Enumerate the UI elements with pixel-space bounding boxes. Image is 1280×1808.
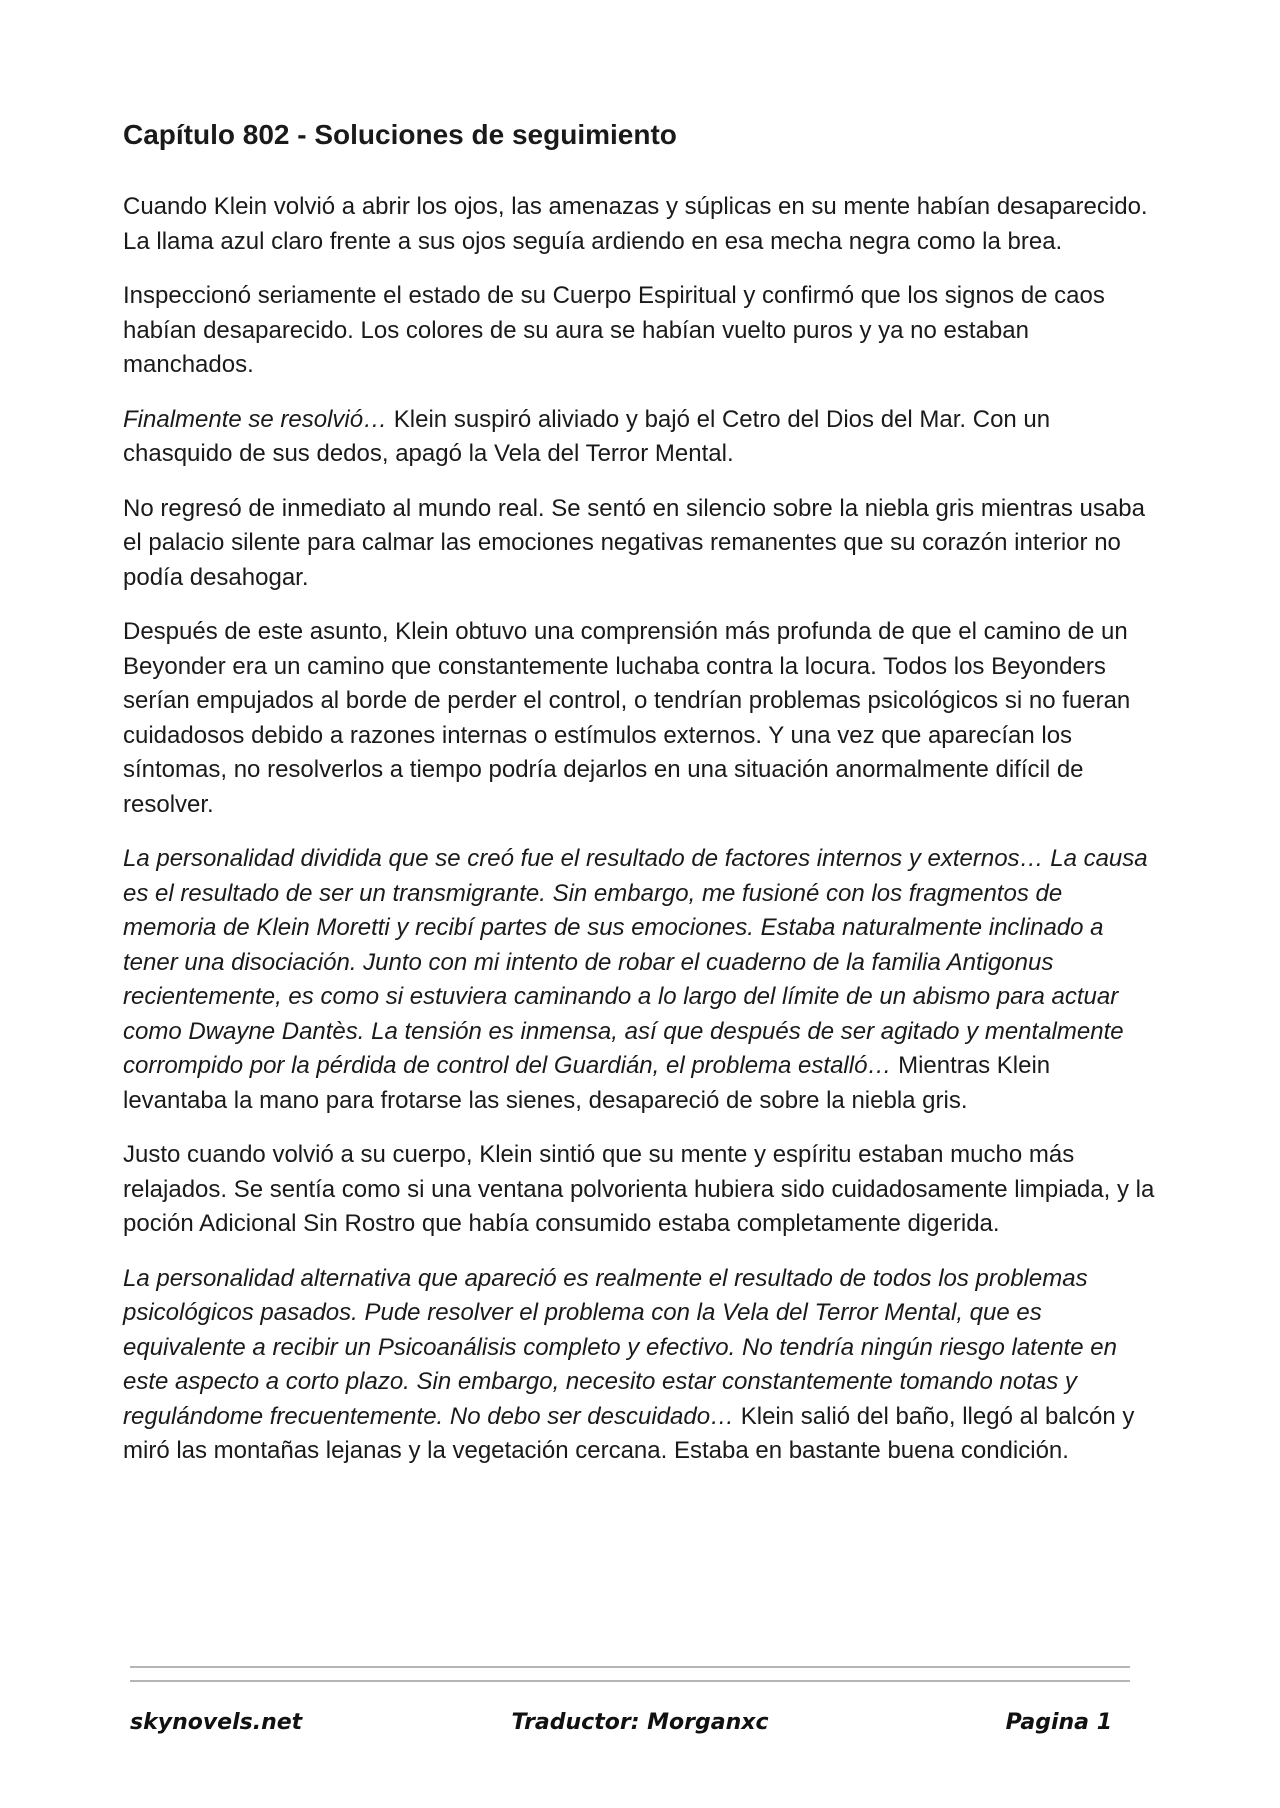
footer-translator: Traductor: Morganxc — [511, 1710, 769, 1735]
footer-page-number: Pagina 1 — [1005, 1710, 1112, 1735]
paragraph: Después de este asunto, Klein obtuvo una comprensión más profunda de que el camino de un Beyonder era un camino que constantemente luchaba contra la locura. Todos los Beyonders serían empujados al borde de perder el control, o tendrían problemas psicológicos si no fueran cuidadosos debido a razones internas o estímulos externos. Y una vez que aparecían los síntomas, no resolverlos a tiempo podría dejarlos en una situación anormalmente difícil de resolver. — [123, 618, 1131, 818]
paragraph: No regresó de inmediato al mundo real. Se sentó en silencio sobre la niebla gris mientras usaba el palacio silente para calmar las emociones negativas remanentes que su corazón interior no podía desahogar. — [123, 494, 1145, 591]
paragraph: Cuando Klein volvió a abrir los ojos, las amenazas y súplicas en su mente habían desaparecido. La llama azul claro frente a sus ojos seguía ardiendo en esa mecha negra como la brea. — [123, 193, 1148, 255]
paragraph: La personalidad dividida que se creó fue el resultado de factores internos y externos… La causa es el resultado de ser un transmigrante. Sin embargo, me fusioné con los fragmentos de memoria de Klein Moretti y recibí partes de sus emociones. Estaba naturalmente inclinado a tener una disociación. Junto con mi intento de robar el cuaderno de la familia Antigonus recientemente, es como si estuviera caminando a lo largo del límite de un abismo para actuar como Dwayne Dantès. La tensión es inmensa, así que después de ser agitado y mentalmente corrompido por la pérdida de control del Guardián, el problema estalló… Mientras Klein levantaba la mano para frotarse las sienes, desapareció de sobre la niebla gris. — [123, 845, 1148, 1114]
chapter-title: Capítulo 802 - Soluciones de seguimiento — [123, 119, 677, 150]
paragraph: La personalidad alternativa que apareció es realmente el resultado de todos los problemas psicológicos pasados. Pude resolver el problema con la Vela del Terror Mental, que es equivalente a recibir un Psicoanálisis completo y efectivo. No tendría ningún riesgo latente en este aspecto a corto plazo. Sin embargo, necesito estar constantemente tomando notas y regulándome frecuentemente. No debo ser descuidado… Klein salió del baño, llegó al balcón y miró las montañas lejanas y la vegetación cercana. Estaba en bastante buena condición. — [123, 1264, 1135, 1464]
chapter-body — [123, 190, 1158, 1489]
paragraph: Inspeccionó seriamente el estado de su Cuerpo Espiritual y confirmó que los signos de caos habían desaparecido. Los colores de su aura se habían vuelto puros y ya no estaban manchados. — [123, 282, 1105, 378]
paragraph: Justo cuando volvió a su cuerpo, Klein sintió que su mente y espíritu estaban mucho más relajados. Se sentía como si una ventana polvorienta hubiera sido cuidadosamente limpiada, y la poción Adicional Sin Rostro que había consumido estaba completamente digerida. — [123, 1141, 1155, 1237]
paragraph: Finalmente se resolvió… Klein suspiró aliviado y bajó el Cetro del Dios del Mar. Con un chasquido de sus dedos, apagó la Vela del Terror Mental. — [123, 405, 1051, 467]
footer-divider — [130, 1666, 1130, 1668]
footer-site: skynovels.net — [130, 1710, 303, 1735]
footer-divider — [130, 1680, 1130, 1682]
